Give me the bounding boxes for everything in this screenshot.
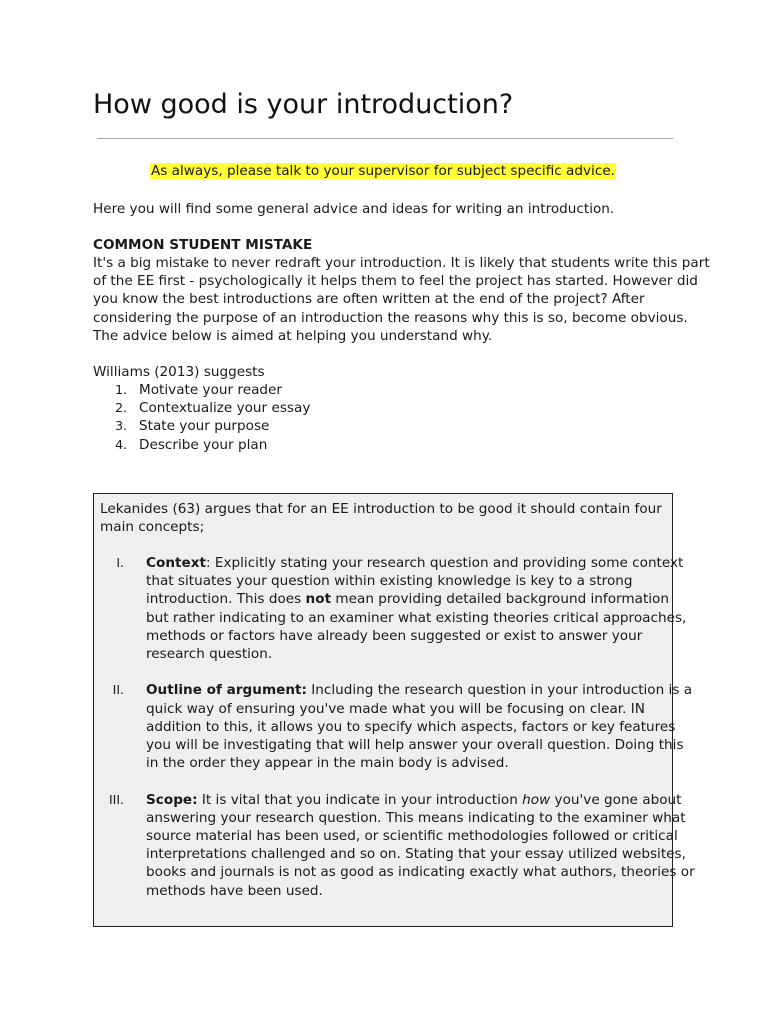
concept-text: you've gone about	[550, 791, 682, 808]
concept-body	[146, 791, 695, 900]
concept-emphasis: not	[305, 591, 332, 608]
mistake-line: The advice below is aimed at helping you understand why.	[93, 327, 493, 344]
list-text: Contextualize your essay	[139, 400, 311, 417]
concept-numeral: II.	[112, 682, 124, 698]
concept-line	[146, 791, 682, 809]
highlighted-text: As always, please talk to your supervisor for subject specific advice.	[150, 163, 615, 179]
concept-term: Outline of argument:	[146, 682, 307, 699]
concept-line: but rather indicating to an examiner what existing theories critical approaches,	[146, 609, 687, 626]
supervisor-note	[93, 162, 673, 180]
concept-line: quick way of ensuring you've made what you will be focusing on clear. IN	[146, 700, 645, 717]
list-number: 2.	[115, 400, 127, 416]
box-intro	[100, 500, 666, 536]
concept-context	[94, 554, 687, 663]
concept-line: that situates your question within existing knowledge is key to a strong	[146, 573, 633, 590]
concept-line: in the order they appear in the main body is advised.	[146, 755, 509, 772]
concepts-list	[94, 554, 695, 918]
concept-line: you will be investigating that will help answer your overall question. Doing this	[146, 737, 684, 754]
mistake-paragraph	[93, 254, 710, 345]
intro-paragraph: Here you will find some general advice and ideas for writing an introduction.	[93, 201, 615, 217]
concept-outline	[94, 681, 693, 772]
box-intro-line: Lekanides (63) argues that for an EE introduction to be good it should contain four	[100, 501, 662, 517]
concept-line: methods or factors have already been suggested or exist to answer your	[146, 627, 643, 644]
concept-numeral: III.	[108, 791, 124, 807]
concept-line	[146, 554, 684, 572]
concept-term: Scope:	[146, 791, 198, 808]
concept-line: methods have been used.	[146, 882, 323, 899]
concept-line	[146, 590, 670, 608]
box-intro-line: main concepts;	[100, 519, 205, 536]
mistake-line: of the EE first - psychologically it helps them to feel the project has started. However did	[93, 273, 698, 290]
list-number: 1.	[115, 382, 127, 397]
concept-text: It is vital that you indicate in your introduction	[197, 791, 523, 808]
list-text: Describe your plan	[139, 436, 268, 453]
mistake-line: you know the best introductions are often written at the end of the project? After	[93, 291, 645, 308]
concept-text: Including the research question in your introduction is a	[306, 682, 693, 699]
list-number: 4.	[115, 436, 127, 452]
mistake-line: It's a big mistake to never redraft your introduction. It is likely that students write this part	[93, 255, 710, 271]
mistake-heading: COMMON STUDENT MISTAKE	[93, 237, 313, 253]
lekanides-box	[93, 493, 695, 927]
concept-line	[146, 681, 693, 699]
concept-body	[146, 554, 687, 663]
concept-text: : Explicitly stating your research question and providing some context	[205, 555, 684, 571]
concept-text: mean providing detailed background information	[331, 591, 669, 608]
concept-term: Context	[146, 555, 206, 571]
concept-text: introduction. This does	[146, 591, 306, 608]
concept-line: answering your research question. This means indicating to the examiner what	[146, 809, 686, 826]
concept-line: addition to this, it allows you to specify which aspects, factors or key features	[146, 718, 676, 735]
concept-numeral: I.	[116, 555, 124, 570]
list-text: State your purpose	[139, 418, 270, 435]
list-text: Motivate your reader	[139, 382, 282, 398]
title-divider	[97, 138, 673, 139]
concept-line: books and journals is not as good as indicating exactly what authors, theories or	[146, 864, 695, 881]
concept-scope	[94, 791, 695, 900]
mistake-line: considering the purpose of an introduction the reasons why this is so, become obvious.	[93, 309, 688, 326]
concept-line: source material has been used, or scientific methodologies followed or critical	[146, 828, 678, 845]
concept-line: research question.	[146, 646, 273, 663]
concept-body	[146, 681, 693, 772]
concept-emphasis: how	[522, 791, 551, 808]
list-number: 3.	[115, 418, 127, 434]
page-title: How good is your introduction?	[93, 89, 514, 120]
concept-line: interpretations challenged and so on. Stating that your essay utilized websites,	[146, 846, 686, 863]
williams-intro: Williams (2013) suggests	[93, 364, 265, 380]
